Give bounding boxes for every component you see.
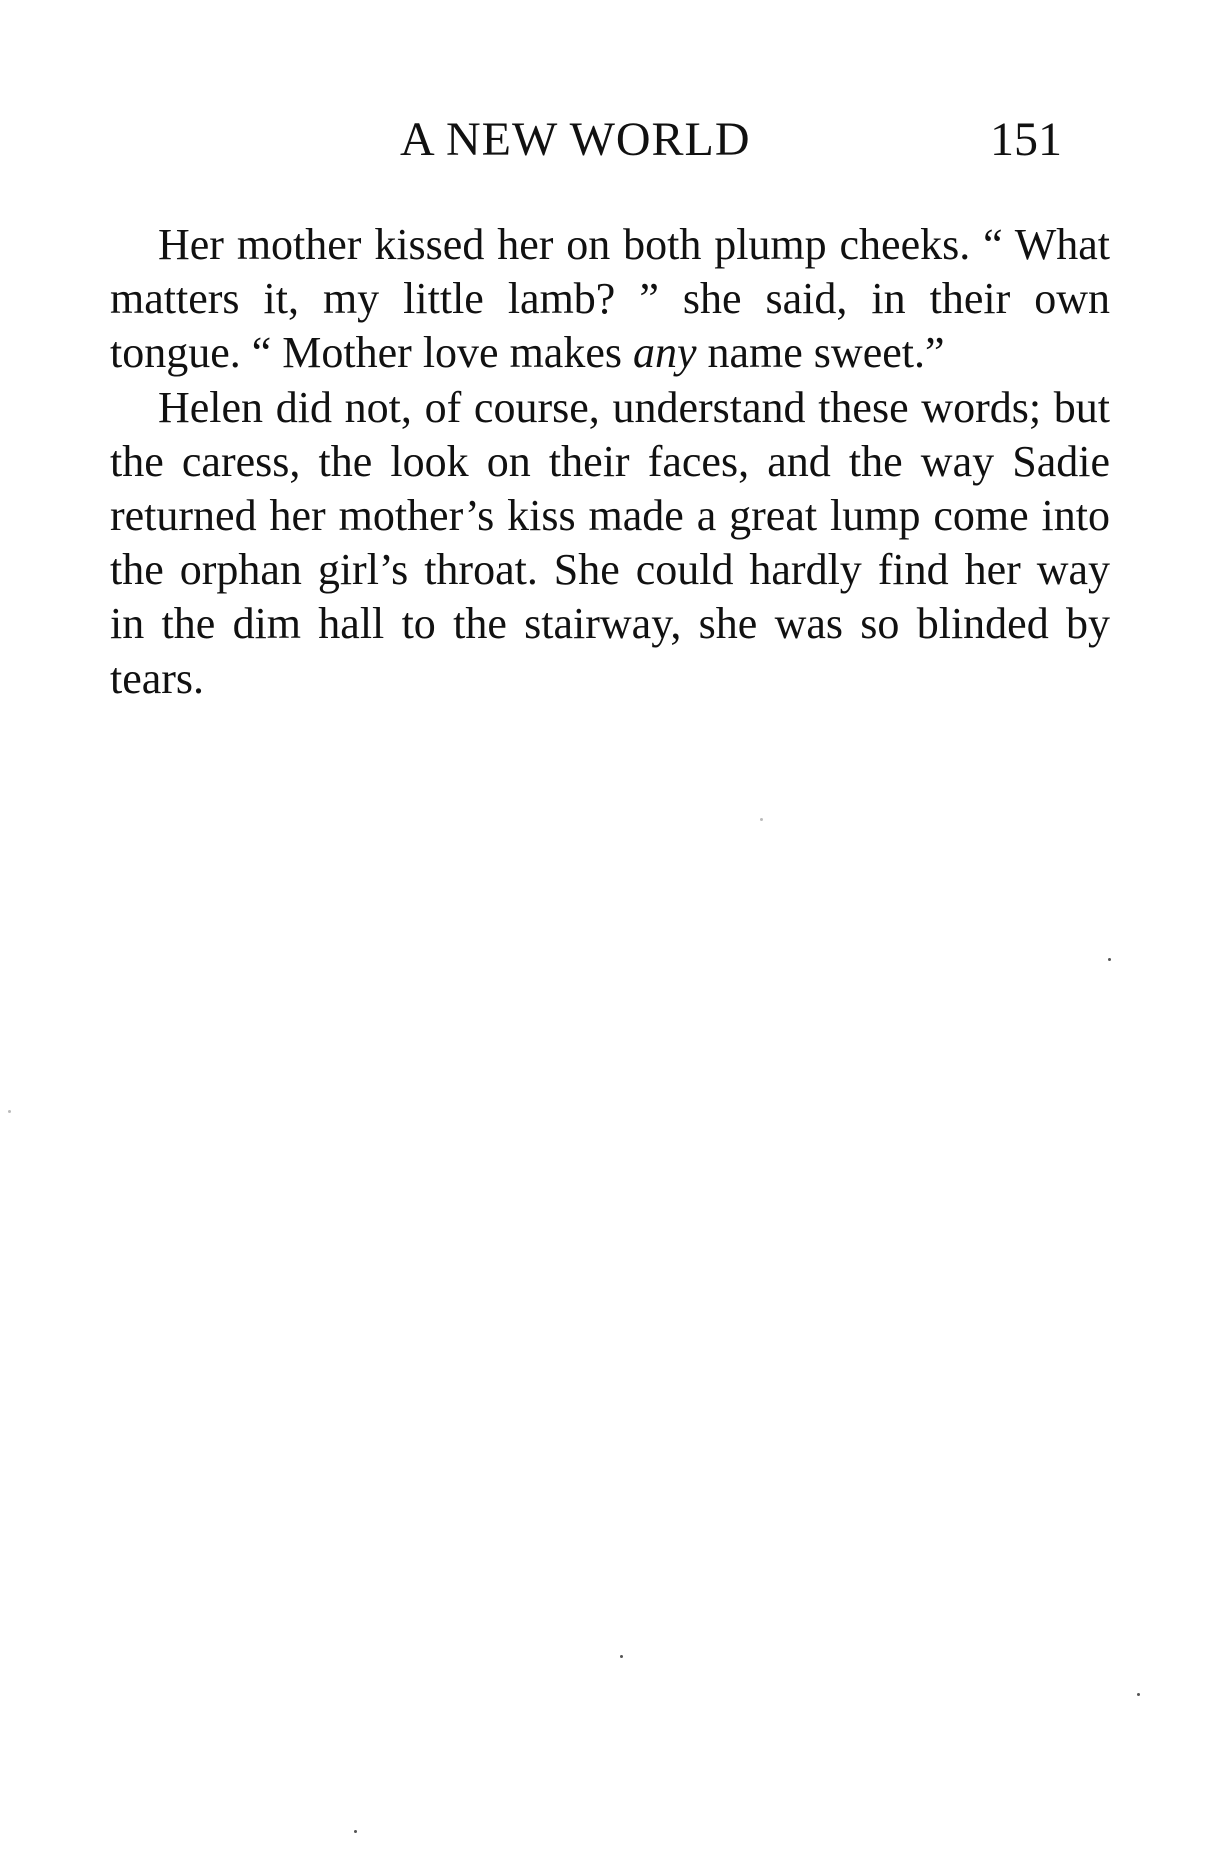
paragraph-text: Helen did not, of course, understand these words; but the caress, the look on their faces, and the way Sadie returned her mother’s kiss made a great lump come into the orphan girl’s throat. She could hardly find her way in the dim hall to the stairway, she was so blinded by tears. — [110, 382, 1110, 703]
scan-speck — [760, 818, 763, 821]
scan-speck — [1108, 958, 1111, 961]
running-title: A NEW WORLD — [400, 113, 751, 166]
paragraph — [110, 381, 1110, 706]
scan-speck — [1137, 1693, 1140, 1696]
running-head — [0, 112, 1210, 172]
paragraph-text-end: name sweet.” — [696, 328, 945, 378]
scan-speck — [620, 1655, 623, 1658]
paragraph — [110, 218, 1110, 381]
page-number: 151 — [990, 113, 1062, 166]
body-text — [110, 218, 1110, 706]
scan-speck — [354, 1830, 357, 1833]
scan-speck — [8, 1110, 11, 1113]
emphasized-word: any — [632, 328, 697, 378]
paragraph-text: Her mother kissed her on both plump cheeks. “ What matters it, my little lamb? ” she said, in their own tongue. “ Mother love makes — [110, 220, 1110, 378]
